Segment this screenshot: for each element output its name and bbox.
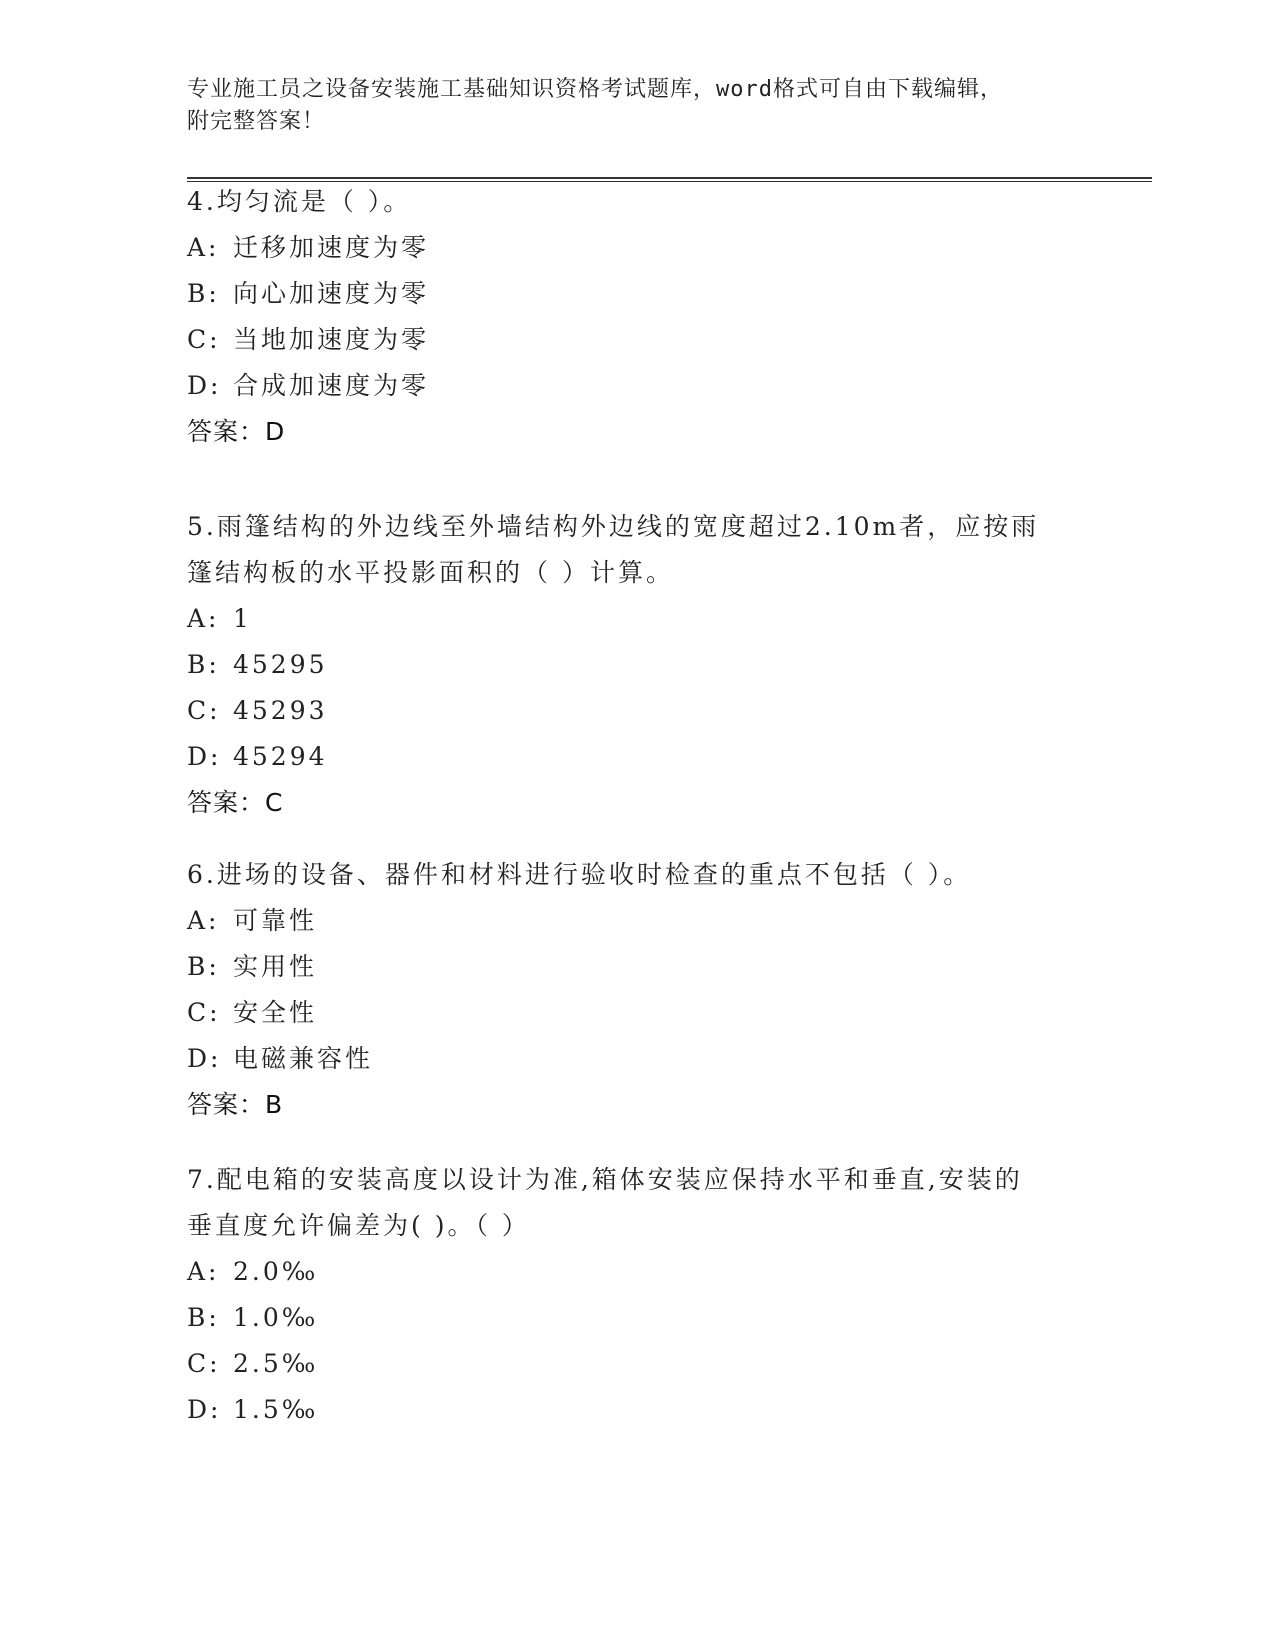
question-stem-line-2: 篷结构板的水平投影面积的（ ）计算。 <box>187 558 674 587</box>
question-stem-line-1: 5.雨篷结构的外边线至外墙结构外边线的宽度超过2.10m者，应按雨 <box>187 512 1040 541</box>
option-letter: B: <box>187 279 220 308</box>
option-a <box>187 596 1067 642</box>
header-line-1: 专业施工员之设备安装施工基础知识资格考试题库，word格式可自由下载编辑， <box>187 77 1003 102</box>
option-text: 2.0‰ <box>233 1257 319 1286</box>
option-letter: D: <box>187 1395 222 1424</box>
option-d <box>187 1036 1067 1082</box>
option-letter: B: <box>187 952 220 981</box>
option-text: 可靠性 <box>233 906 318 935</box>
option-text: 2.5‰ <box>233 1349 319 1378</box>
option-text: 安全性 <box>233 998 318 1027</box>
option-letter: C: <box>187 1349 221 1378</box>
option-text: 实用性 <box>233 952 318 981</box>
header-line-2: 附完整答案！ <box>187 109 326 134</box>
option-letter: A: <box>187 1257 220 1286</box>
option-letter: A: <box>187 233 220 262</box>
option-text: 45295 <box>233 650 328 679</box>
option-text: 迁移加速度为零 <box>233 233 430 262</box>
option-c <box>187 317 1067 363</box>
option-letter: B: <box>187 1303 220 1332</box>
question-6 <box>187 852 1067 1128</box>
option-c <box>187 1341 1067 1387</box>
option-d <box>187 1387 1067 1433</box>
option-a <box>187 898 1067 944</box>
option-text: 1.0‰ <box>233 1303 319 1332</box>
option-b <box>187 271 1067 317</box>
question-stem-line-2: 垂直度允许偏差为( )。（ ） <box>187 1211 530 1240</box>
option-c <box>187 990 1067 1036</box>
option-letter: C: <box>187 696 221 725</box>
option-text: 当地加速度为零 <box>233 325 430 354</box>
option-b <box>187 642 1067 688</box>
option-letter: D: <box>187 371 222 400</box>
option-text: 1 <box>233 604 252 633</box>
question-7 <box>187 1157 1067 1433</box>
document-header <box>187 74 1067 138</box>
option-letter: C: <box>187 325 221 354</box>
option-letter: A: <box>187 906 220 935</box>
option-d <box>187 363 1067 409</box>
answer-label: 答案：B <box>187 1090 284 1119</box>
option-b <box>187 944 1067 990</box>
option-a <box>187 1249 1067 1295</box>
question-stem: 4.均匀流是（ ）。 <box>187 187 412 216</box>
answer-label: 答案：D <box>187 417 286 446</box>
option-text: 合成加速度为零 <box>233 371 430 400</box>
option-letter: C: <box>187 998 221 1027</box>
question-5 <box>187 504 1067 826</box>
option-text: 1.5‰ <box>233 1395 319 1424</box>
option-letter: D: <box>187 1044 222 1073</box>
question-stem: 6.进场的设备、器件和材料进行验收时检查的重点不包括（ ）。 <box>187 860 972 889</box>
option-a <box>187 225 1067 271</box>
option-text: 电磁兼容性 <box>233 1044 374 1073</box>
option-text: 45294 <box>233 742 328 771</box>
answer-label: 答案：C <box>187 788 284 817</box>
option-letter: A: <box>187 604 220 633</box>
option-c <box>187 688 1067 734</box>
option-letter: D: <box>187 742 222 771</box>
question-stem-line-1: 7.配电箱的安装高度以设计为准,箱体安装应保持水平和垂直,安装的 <box>187 1165 1023 1194</box>
question-4 <box>187 179 1067 455</box>
option-text: 45293 <box>233 696 328 725</box>
option-d <box>187 734 1067 780</box>
option-b <box>187 1295 1067 1341</box>
option-text: 向心加速度为零 <box>233 279 430 308</box>
option-letter: B: <box>187 650 220 679</box>
